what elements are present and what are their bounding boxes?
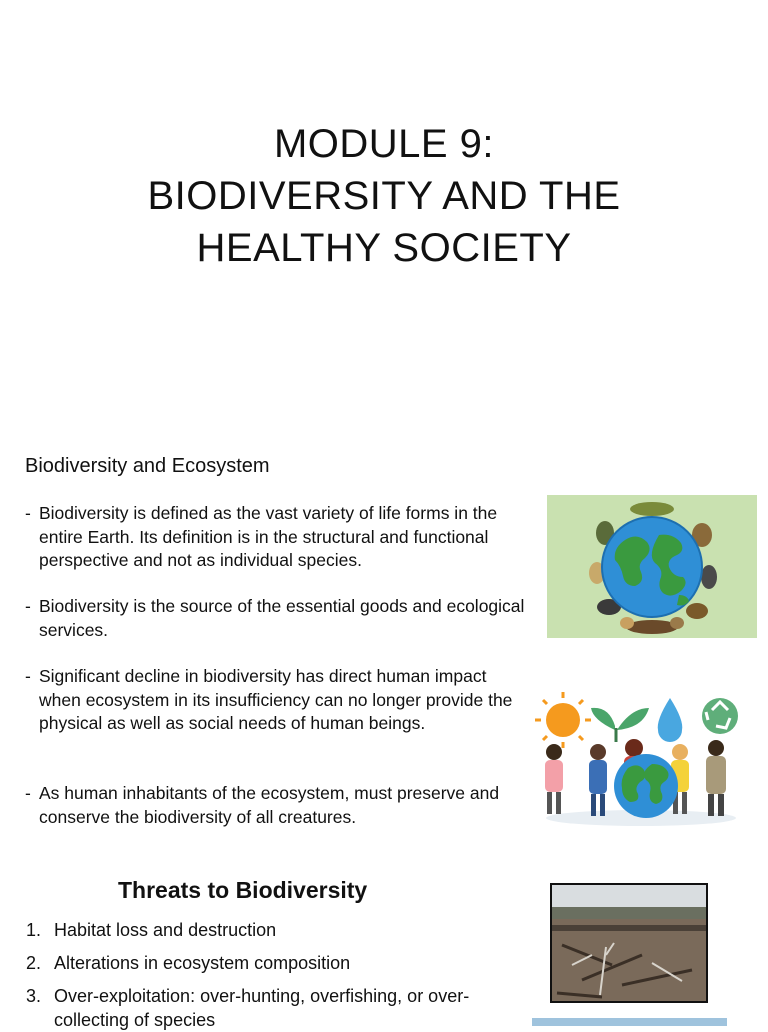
list-item: [26, 918, 486, 942]
bullet-item: [25, 595, 530, 642]
bullet-item: [25, 782, 530, 829]
bullet-dash: -: [25, 666, 31, 686]
bullet-text: Biodiversity is defined as the vast variety of life forms in the entire Earth. Its definition is in the structural and functional perspective and not as individual species.: [39, 503, 498, 570]
bullet-item: [25, 665, 530, 736]
bullet-text: Significant decline in biodiversity has direct human impact when ecosystem in its insufficiency can no longer provide the physical as well as social needs of human beings.: [39, 666, 513, 733]
list-item-text: Over-exploitation: over-hunting, overfishing, or over-collecting of species: [54, 986, 470, 1030]
list-item: [26, 984, 486, 1032]
people-holding-globe-illustration: [530, 680, 752, 830]
list-item: [26, 951, 486, 975]
section-heading: Biodiversity and Ecosystem: [25, 455, 270, 477]
bullet-text: Biodiversity is the source of the essential goods and ecological services.: [39, 596, 525, 640]
bullet-dash: -: [25, 596, 31, 616]
bullet-dash: -: [25, 783, 31, 803]
list-item-text: Habitat loss and destruction: [54, 920, 277, 940]
bullet-item: [25, 502, 530, 573]
partial-photo: [532, 1018, 727, 1026]
module-title-line-2: BIODIVERSITY AND THE: [147, 174, 621, 218]
list-item-text: Alterations in ecosystem composition: [54, 953, 351, 973]
module-title-line-3: HEALTHY SOCIETY: [196, 226, 572, 270]
list-item-number: 1.: [26, 920, 42, 940]
module-title: [0, 118, 768, 274]
threats-heading: Threats to Biodiversity: [118, 877, 368, 903]
list-item-number: 3.: [26, 986, 42, 1006]
earth-biodiversity-illustration: [547, 495, 757, 638]
deforestation-photo: [550, 883, 708, 1003]
bullet-dash: -: [25, 503, 31, 523]
bullet-text: As human inhabitants of the ecosystem, must preserve and conserve the biodiversity of all creatures.: [39, 783, 500, 827]
module-title-line-1: MODULE 9:: [273, 122, 495, 166]
list-item-number: 2.: [26, 953, 42, 973]
